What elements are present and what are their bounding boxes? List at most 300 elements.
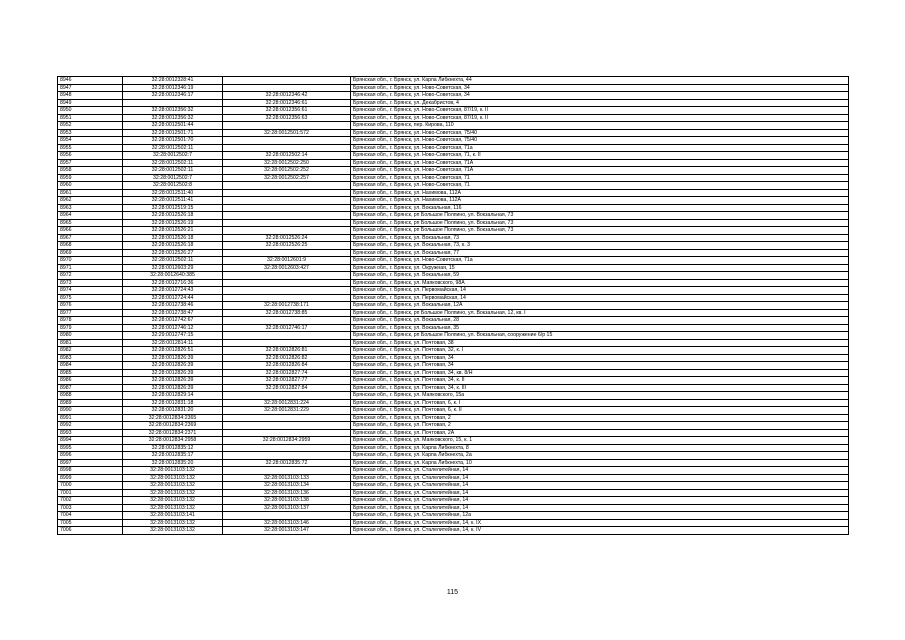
cadastral-number-cell: 32:28:0012826:51	[123, 347, 223, 355]
address-cell: Брянская обл., г. Брянск, ул. Сталелитейная, 14	[351, 497, 849, 505]
table-row	[58, 264, 849, 272]
row-number-cell: 8987	[58, 384, 123, 392]
row-number-cell: 8998	[58, 467, 123, 475]
cadastral-number-cell: 32:28:0012501:71	[123, 129, 223, 137]
cadastral-number-cell: 32:28:0012826:39	[123, 384, 223, 392]
row-number-cell: 8962	[58, 197, 123, 205]
table-row	[58, 122, 849, 130]
table-row	[58, 129, 849, 137]
cadastral-number-cell: 32:29:0012747:15	[123, 332, 223, 340]
related-cadastral-number-cell: 32:28:0012827:74	[223, 369, 351, 377]
register-table-body	[58, 77, 849, 535]
related-cadastral-number-cell: 32:28:0012827:84	[223, 384, 351, 392]
related-cadastral-number-cell: 32:28:0012501:572	[223, 129, 351, 137]
related-cadastral-number-cell: 32:28:0012526:25	[223, 242, 351, 250]
related-cadastral-number-cell: 32:28:0012831:224	[223, 399, 351, 407]
table-row	[58, 137, 849, 145]
related-cadastral-number-cell: 32:28:0012502:257	[223, 174, 351, 182]
cadastral-number-cell: 32:28:0012328:41	[123, 77, 223, 85]
row-number-cell: 7002	[58, 497, 123, 505]
related-cadastral-number-cell: 32:28:0012601:9	[223, 257, 351, 265]
table-row	[58, 444, 849, 452]
related-cadastral-number-cell: 32:28:0012526:24	[223, 234, 351, 242]
table-row	[58, 452, 849, 460]
table-row	[58, 317, 849, 325]
related-cadastral-number-cell	[223, 144, 351, 152]
cadastral-number-cell: 32:28:0013103:132	[123, 482, 223, 490]
cadastral-number-cell: 32:28:0012356:32	[123, 114, 223, 122]
row-number-cell: 8954	[58, 137, 123, 145]
address-cell: Брянская обл., г. Брянск, ул. Первомайская, 14	[351, 287, 849, 295]
related-cadastral-number-cell	[223, 444, 351, 452]
cadastral-number-cell: 32:28:0012526:18	[123, 212, 223, 220]
table-row	[58, 362, 849, 370]
address-cell: Брянская обл., г. Брянск, ул. Вокзальная, 73, к. 3	[351, 242, 849, 250]
address-cell: Брянская обл., г. Брянск, ул. Маяковского, 15, к. 1	[351, 437, 849, 445]
cadastral-number-cell: 32:28:0012834:2371	[123, 429, 223, 437]
address-cell: Брянская обл., г. Брянск, ул. Ново-Советская, 71А	[351, 159, 849, 167]
cadastral-number-cell: 32:28:0012502:11	[123, 167, 223, 175]
row-number-cell: 8992	[58, 422, 123, 430]
cadastral-number-cell: 32:28:0012826:39	[123, 354, 223, 362]
table-row	[58, 302, 849, 310]
table-row	[58, 152, 849, 160]
table-row	[58, 159, 849, 167]
row-number-cell: 8981	[58, 339, 123, 347]
cadastral-number-cell: 32:28:0013103:132	[123, 519, 223, 527]
address-cell: Брянская обл., г. Брянск, ул. Вокзальная, 73	[351, 234, 849, 242]
cadastral-number-cell: 32:28:0012835:12	[123, 444, 223, 452]
table-row	[58, 384, 849, 392]
table-row	[58, 249, 849, 257]
table-row	[58, 279, 849, 287]
table-row	[58, 414, 849, 422]
related-cadastral-number-cell: 32:28:0012502:14	[223, 152, 351, 160]
address-cell: Брянская обл., г. Брянск, ул. Вокзальная, 77	[351, 249, 849, 257]
cadastral-number-cell: 32:28:0012501:70	[123, 137, 223, 145]
address-cell: Брянская обл., г. Брянск, ул. Карла Либкнехта, 8	[351, 444, 849, 452]
related-cadastral-number-cell: 32:28:0013103:146	[223, 519, 351, 527]
table-row	[58, 197, 849, 205]
related-cadastral-number-cell: 32:28:0012603:427	[223, 264, 351, 272]
related-cadastral-number-cell: 32:28:0012356:63	[223, 114, 351, 122]
related-cadastral-number-cell	[223, 467, 351, 475]
address-cell: Брянская обл., г. Брянск, ул. Первомайская, 14	[351, 294, 849, 302]
address-cell: Брянская обл., г. Брянск, рп Большое Полпино, ул. Вокзальная, 73	[351, 212, 849, 220]
cadastral-number-cell: 32:28:0012346:17	[123, 92, 223, 100]
table-row	[58, 407, 849, 415]
related-cadastral-number-cell	[223, 182, 351, 190]
table-row	[58, 369, 849, 377]
row-number-cell: 8985	[58, 369, 123, 377]
cadastral-number-cell: 32:28:0012724:44	[123, 294, 223, 302]
related-cadastral-number-cell	[223, 422, 351, 430]
table-row	[58, 399, 849, 407]
row-number-cell: 8974	[58, 287, 123, 295]
address-cell: Брянская обл., г. Брянск, ул. Почтовая, 34, к. III	[351, 384, 849, 392]
related-cadastral-number-cell	[223, 512, 351, 520]
related-cadastral-number-cell: 32:28:0012827:77	[223, 377, 351, 385]
page-number: 115	[446, 589, 459, 596]
address-cell: Брянская обл., г. Брянск, ул. Почтовая, 34	[351, 362, 849, 370]
related-cadastral-number-cell: 32:28:0012835:72	[223, 459, 351, 467]
row-number-cell: 8946	[58, 77, 123, 85]
row-number-cell: 7004	[58, 512, 123, 520]
row-number-cell: 7000	[58, 482, 123, 490]
row-number-cell: 8983	[58, 354, 123, 362]
address-cell: Брянская обл., г. Брянск, рп Большое Полпино, ул. Вокзальная, сооружение 6/р 15	[351, 332, 849, 340]
row-number-cell: 7006	[58, 527, 123, 535]
row-number-cell: 8966	[58, 227, 123, 235]
address-cell: Брянская обл., г. Брянск, ул. Ново-Советская, 71А	[351, 167, 849, 175]
row-number-cell: 8952	[58, 122, 123, 130]
address-cell: Брянская обл., г. Брянск, ул. Ново-Советская, 34	[351, 84, 849, 92]
table-row	[58, 219, 849, 227]
cadastral-number-cell: 32:28:0012831:20	[123, 407, 223, 415]
cadastral-number-cell: 32:28:0012716:36	[123, 279, 223, 287]
cadastral-number-cell: 32:28:0012826:39	[123, 377, 223, 385]
table-row	[58, 84, 849, 92]
address-cell: Брянская обл., г. Брянск, пер. Кирова, 110	[351, 122, 849, 130]
related-cadastral-number-cell: 32:28:0012826:81	[223, 347, 351, 355]
related-cadastral-number-cell	[223, 189, 351, 197]
cadastral-number-cell: 32:28:0012834:2365	[123, 414, 223, 422]
property-register-table	[57, 76, 849, 535]
cadastral-number-cell: 32:28:0012526:18	[123, 242, 223, 250]
table-row	[58, 504, 849, 512]
row-number-cell: 8961	[58, 189, 123, 197]
related-cadastral-number-cell: 32:28:0012738:85	[223, 309, 351, 317]
address-cell: Брянская обл., г. Брянск, ул. Сталелитейная, 14	[351, 474, 849, 482]
cadastral-number-cell: 32:28:0012746:12	[123, 324, 223, 332]
cadastral-number-cell	[123, 99, 223, 107]
related-cadastral-number-cell	[223, 332, 351, 340]
cadastral-number-cell: 32:28:0013103:132	[123, 474, 223, 482]
related-cadastral-number-cell	[223, 227, 351, 235]
address-cell: Брянская обл., г. Брянск, ул. Сталелитейная, 14	[351, 489, 849, 497]
related-cadastral-number-cell	[223, 84, 351, 92]
related-cadastral-number-cell: 32:28:0012356:61	[223, 107, 351, 115]
table-row	[58, 92, 849, 100]
cadastral-number-cell: 32:28:0012829:14	[123, 392, 223, 400]
cadastral-number-cell: 32:28:0012501:44	[123, 122, 223, 130]
address-cell: Брянская обл., г. Брянск, ул. Сталелитейная, 14, к. IX	[351, 519, 849, 527]
cadastral-number-cell: 32:28:0012502:11	[123, 159, 223, 167]
related-cadastral-number-cell: 32:28:0012826:82	[223, 354, 351, 362]
address-cell: Брянская обл., г. Брянск, ул. Почтовая, 2	[351, 414, 849, 422]
table-row	[58, 474, 849, 482]
related-cadastral-number-cell: 32:28:0012502:252	[223, 167, 351, 175]
related-cadastral-number-cell: 32:28:0013103:134	[223, 482, 351, 490]
row-number-cell: 8989	[58, 399, 123, 407]
cadastral-number-cell: 32:28:0012519:15	[123, 204, 223, 212]
cadastral-number-cell: 32:28:0012826:39	[123, 369, 223, 377]
address-cell: Брянская обл., г. Брянск, ул. Ново-Советская, 71а	[351, 257, 849, 265]
row-number-cell: 8986	[58, 377, 123, 385]
row-number-cell: 8994	[58, 437, 123, 445]
cadastral-number-cell: 32:28:0012526:18	[123, 234, 223, 242]
address-cell: Брянская обл., г. Брянск, ул. Почтовая, 34, кв. 8/Н	[351, 369, 849, 377]
related-cadastral-number-cell	[223, 137, 351, 145]
related-cadastral-number-cell: 32:28:0012738:171	[223, 302, 351, 310]
cadastral-number-cell: 32:28:0012834:2369	[123, 422, 223, 430]
cadastral-number-cell: 32:28:0012814:11	[123, 339, 223, 347]
related-cadastral-number-cell: 32:28:0013103:138	[223, 497, 351, 505]
row-number-cell: 8948	[58, 92, 123, 100]
table-row	[58, 324, 849, 332]
row-number-cell: 7003	[58, 504, 123, 512]
table-row	[58, 287, 849, 295]
cadastral-number-cell: 32:28:0012502:7	[123, 174, 223, 182]
related-cadastral-number-cell	[223, 287, 351, 295]
cadastral-number-cell: 32:28:0012526:21	[123, 227, 223, 235]
address-cell: Брянская обл., г. Брянск, ул. Вокзальная, 116	[351, 204, 849, 212]
cadastral-number-cell: 32:28:0012742:67	[123, 317, 223, 325]
table-row	[58, 174, 849, 182]
table-row	[58, 459, 849, 467]
table-row	[58, 332, 849, 340]
row-number-cell: 8955	[58, 144, 123, 152]
address-cell: Брянская обл., г. Брянск, ул. Сталелитейная, 12а	[351, 512, 849, 520]
table-row	[58, 257, 849, 265]
row-number-cell: 8958	[58, 167, 123, 175]
cadastral-number-cell: 32:28:0012724:43	[123, 287, 223, 295]
related-cadastral-number-cell: 32:28:0013103:147	[223, 527, 351, 535]
related-cadastral-number-cell: 32:28:0012831:229	[223, 407, 351, 415]
row-number-cell: 8978	[58, 317, 123, 325]
related-cadastral-number-cell	[223, 317, 351, 325]
row-number-cell: 8967	[58, 234, 123, 242]
cadastral-number-cell: 32:28:0012511:41	[123, 197, 223, 205]
address-cell: Брянская обл., г. Брянск, ул. Ново-Советская, 34	[351, 92, 849, 100]
address-cell: Брянская обл., г. Брянск, ул. Ново-Советская, 87/19, к. II	[351, 107, 849, 115]
related-cadastral-number-cell: 32:28:0012826:84	[223, 362, 351, 370]
row-number-cell: 8979	[58, 324, 123, 332]
address-cell: Брянская обл., г. Брянск, ул. Почтовая, 34, к. II	[351, 377, 849, 385]
table-row	[58, 512, 849, 520]
address-cell: Брянская обл., г. Брянск, ул. Сталелитейная, 14	[351, 467, 849, 475]
related-cadastral-number-cell: 32:28:0012834:2959	[223, 437, 351, 445]
row-number-cell: 8950	[58, 107, 123, 115]
table-row	[58, 309, 849, 317]
cadastral-number-cell: 32:28:0013103:132	[123, 467, 223, 475]
table-row	[58, 519, 849, 527]
table-row	[58, 144, 849, 152]
table-row	[58, 392, 849, 400]
address-cell: Брянская обл., г. Брянск, ул. Карла Либкнехта, 10	[351, 459, 849, 467]
related-cadastral-number-cell: 32:28:0013103:136	[223, 489, 351, 497]
table-row	[58, 339, 849, 347]
table-row	[58, 99, 849, 107]
row-number-cell: 8960	[58, 182, 123, 190]
address-cell: Брянская обл., г. Брянск, ул. Сталелитейная, 14	[351, 482, 849, 490]
address-cell: Брянская обл., г. Брянск, ул. Нахимова, 112А	[351, 189, 849, 197]
table-row	[58, 377, 849, 385]
table-row	[58, 437, 849, 445]
related-cadastral-number-cell	[223, 219, 351, 227]
cadastral-number-cell: 32:28:0012826:39	[123, 362, 223, 370]
row-number-cell: 8984	[58, 362, 123, 370]
address-cell: Брянская обл., г. Брянск, ул. Вокзальная, 28	[351, 317, 849, 325]
row-number-cell: 8959	[58, 174, 123, 182]
related-cadastral-number-cell	[223, 414, 351, 422]
row-number-cell: 8990	[58, 407, 123, 415]
table-row	[58, 272, 849, 280]
address-cell: Брянская обл., г. Брянск, ул. Маяковского, 15а	[351, 392, 849, 400]
cadastral-number-cell: 32:28:0012640:385	[123, 272, 223, 280]
table-row	[58, 482, 849, 490]
table-row	[58, 429, 849, 437]
related-cadastral-number-cell: 32:28:0013103:133	[223, 474, 351, 482]
address-cell: Брянская обл., г. Брянск, ул. Ново-Советская, 71	[351, 182, 849, 190]
table-row	[58, 347, 849, 355]
cadastral-number-cell: 32:28:0012502:7	[123, 152, 223, 160]
table-row	[58, 182, 849, 190]
address-cell: Брянская обл., г. Брянск, ул. Ново-Советская, 75/40	[351, 129, 849, 137]
row-number-cell: 8964	[58, 212, 123, 220]
table-row	[58, 114, 849, 122]
related-cadastral-number-cell	[223, 294, 351, 302]
address-cell: Брянская обл., г. Брянск, ул. Ново-Советская, 75/40	[351, 137, 849, 145]
cadastral-number-cell: 32:28:0012502:11	[123, 144, 223, 152]
row-number-cell: 8976	[58, 302, 123, 310]
address-cell: Брянская обл., г. Брянск, ул. Почтовая, 6, к. II	[351, 407, 849, 415]
row-number-cell: 8988	[58, 392, 123, 400]
row-number-cell: 7005	[58, 519, 123, 527]
row-number-cell: 8977	[58, 309, 123, 317]
related-cadastral-number-cell	[223, 77, 351, 85]
row-number-cell: 8997	[58, 459, 123, 467]
table-row	[58, 242, 849, 250]
related-cadastral-number-cell	[223, 122, 351, 130]
address-cell: Брянская обл., г. Брянск, рп Большое Полпино, ул. Вокзальная, 73	[351, 219, 849, 227]
row-number-cell: 8993	[58, 429, 123, 437]
cadastral-number-cell: 32:28:0012356:32	[123, 107, 223, 115]
cadastral-number-cell: 32:28:0012834:2958	[123, 437, 223, 445]
cadastral-number-cell: 32:28:0012831:18	[123, 399, 223, 407]
related-cadastral-number-cell	[223, 272, 351, 280]
row-number-cell: 8947	[58, 84, 123, 92]
row-number-cell: 8957	[58, 159, 123, 167]
row-number-cell: 8999	[58, 474, 123, 482]
cadastral-number-cell: 32:28:0012835:17	[123, 452, 223, 460]
address-cell: Брянская обл., г. Брянск, ул. Ново-Советская, 87/19, к. II	[351, 114, 849, 122]
cadastral-number-cell: 32:28:0012526:27	[123, 249, 223, 257]
address-cell: Брянская обл., г. Брянск, ул. Почтовая, 2А	[351, 429, 849, 437]
row-number-cell: 8980	[58, 332, 123, 340]
cadastral-number-cell: 32:28:0012835:20	[123, 459, 223, 467]
address-cell: Брянская обл., г. Брянск, ул. Вокзальная, 59	[351, 272, 849, 280]
address-cell: Брянская обл., г. Брянск, ул. Сталелитейная, 14	[351, 504, 849, 512]
related-cadastral-number-cell	[223, 212, 351, 220]
table-row	[58, 107, 849, 115]
related-cadastral-number-cell: 32:28:0012346:42	[223, 92, 351, 100]
row-number-cell: 8975	[58, 294, 123, 302]
related-cadastral-number-cell	[223, 279, 351, 287]
related-cadastral-number-cell: 32:28:0012346:61	[223, 99, 351, 107]
table-row	[58, 227, 849, 235]
related-cadastral-number-cell: 32:28:0012502:250	[223, 159, 351, 167]
address-cell: Брянская обл., г. Брянск, ул. Вокзальная, 12А	[351, 302, 849, 310]
cadastral-number-cell: 32:28:0012603:29	[123, 264, 223, 272]
row-number-cell: 8991	[58, 414, 123, 422]
related-cadastral-number-cell	[223, 204, 351, 212]
row-number-cell: 8965	[58, 219, 123, 227]
cadastral-number-cell: 32:28:0012502:8	[123, 182, 223, 190]
table-row	[58, 527, 849, 535]
table-row	[58, 204, 849, 212]
cadastral-number-cell: 32:28:0012502:11	[123, 257, 223, 265]
address-cell: Брянская обл., г. Брянск, ул. Ново-Советская, 71, к. II	[351, 152, 849, 160]
address-cell: Брянская обл., г. Брянск, ул. Ново-Советская, 71а	[351, 144, 849, 152]
related-cadastral-number-cell: 32:28:0013103:137	[223, 504, 351, 512]
related-cadastral-number-cell	[223, 452, 351, 460]
row-number-cell: 8973	[58, 279, 123, 287]
address-cell: Брянская обл., г. Брянск, ул. Вокзальная, 35	[351, 324, 849, 332]
table-row	[58, 212, 849, 220]
table-row	[58, 189, 849, 197]
cadastral-number-cell: 32:28:0012511:40	[123, 189, 223, 197]
row-number-cell: 8995	[58, 444, 123, 452]
address-cell: Брянская обл., г. Брянск, ул. Маяковского, 98А	[351, 279, 849, 287]
address-cell: Брянская обл., г. Брянск, рп Большое Полпино, ул. Вокзальная, 12, кв. I	[351, 309, 849, 317]
table-row	[58, 234, 849, 242]
row-number-cell: 8953	[58, 129, 123, 137]
address-cell: Брянская обл., г. Брянск, ул. Почтовая, 6, к. I	[351, 399, 849, 407]
address-cell: Брянская обл., г. Брянск, ул. Окружная, 15	[351, 264, 849, 272]
row-number-cell: 8971	[58, 264, 123, 272]
cadastral-number-cell: 32:28:0013103:141	[123, 512, 223, 520]
address-cell: Брянская обл., г. Брянск, ул. Почтовая, 34	[351, 354, 849, 362]
address-cell: Брянская обл., г. Брянск, ул. Почтовая, 2	[351, 422, 849, 430]
table-row	[58, 354, 849, 362]
row-number-cell: 8968	[58, 242, 123, 250]
address-cell: Брянская обл., г. Брянск, ул. Почтовая, 32, к. I	[351, 347, 849, 355]
table-row	[58, 489, 849, 497]
address-cell: Брянская обл., г. Брянск, ул. Почтовая, 38	[351, 339, 849, 347]
cadastral-number-cell: 32:28:0013103:132	[123, 497, 223, 505]
row-number-cell: 8956	[58, 152, 123, 160]
table-row	[58, 167, 849, 175]
row-number-cell: 8982	[58, 347, 123, 355]
related-cadastral-number-cell	[223, 429, 351, 437]
related-cadastral-number-cell: 32:28:0012746:17	[223, 324, 351, 332]
table-row	[58, 422, 849, 430]
row-number-cell: 8970	[58, 257, 123, 265]
row-number-cell: 8963	[58, 204, 123, 212]
address-cell: Брянская обл., г. Брянск, ул. Ново-Советская, 71	[351, 174, 849, 182]
cadastral-number-cell: 32:28:0012738:46	[123, 302, 223, 310]
cadastral-number-cell: 32:28:0013103:132	[123, 504, 223, 512]
cadastral-number-cell: 32:28:0012346:19	[123, 84, 223, 92]
cadastral-number-cell: 32:28:0012738:47	[123, 309, 223, 317]
row-number-cell: 8969	[58, 249, 123, 257]
row-number-cell: 7001	[58, 489, 123, 497]
table-row	[58, 294, 849, 302]
address-cell: Брянская обл., г. Брянск, ул. Декабристов, 4	[351, 99, 849, 107]
related-cadastral-number-cell	[223, 392, 351, 400]
table-row	[58, 77, 849, 85]
row-number-cell: 8949	[58, 99, 123, 107]
cadastral-number-cell: 32:28:0012526:19	[123, 219, 223, 227]
address-cell: Брянская обл., г. Брянск, ул. Карла Либкнехта, 2а	[351, 452, 849, 460]
related-cadastral-number-cell	[223, 197, 351, 205]
cadastral-number-cell: 32:28:0013103:132	[123, 527, 223, 535]
row-number-cell: 8972	[58, 272, 123, 280]
related-cadastral-number-cell	[223, 339, 351, 347]
table-row	[58, 497, 849, 505]
address-cell: Брянская обл., г. Брянск, ул. Карла Либкнехта, 44	[351, 77, 849, 85]
